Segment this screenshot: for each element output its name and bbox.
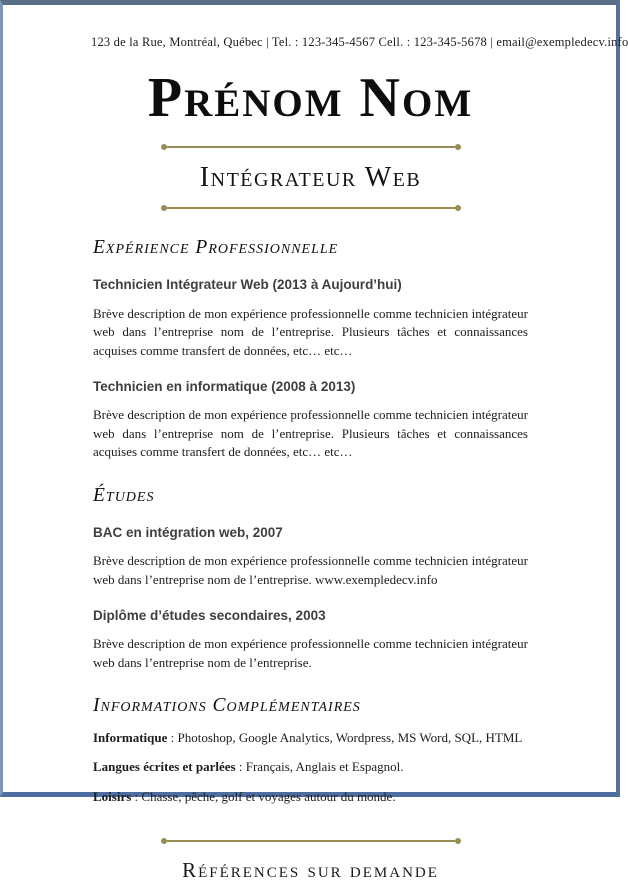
info-line-languages [93,759,528,776]
resume-content [3,5,628,883]
divider-rule [167,840,455,842]
divider-dot-right [455,838,461,844]
experience-entry-description: Brève description de mon expérience professionnelle comme technicien intégrateur web dans l’entreprise nom de l’entreprise. Plusieurs tâches et connaissances acquises comme transfert de données, etc… etc… [93,407,528,460]
contact-line: 123 de la Rue, Montréal, Québec | Tel. : 123-345-4567 Cell. : 123-345-5678 | email@exempledecv.info [91,35,628,49]
divider-dot-right [455,205,461,211]
section-heading-additional-info: Informations Complémentaires [93,695,361,717]
info-value: Français, Anglais et Espagnol. [245,759,404,775]
info-line-computer-skills [93,730,528,747]
experience-entry-title: Technicien Intégrateur Web (2013 à Aujourd’hui) [93,277,402,293]
gold-divider-subtitle [161,204,461,211]
education-entry-description: Brève description de mon expérience professionnelle comme technicien intégrateur web dans l’entreprise nom de l’entreprise. [93,636,528,670]
education-entry-title: BAC en intégration web, 2007 [93,524,283,540]
info-separator: : [131,789,142,805]
info-separator: : [235,759,246,775]
divider-rule [167,146,455,148]
info-line-hobbies [93,789,528,806]
experience-entry-description: Brève description de mon expérience professionnelle comme technicien intégrateur web dans l’entreprise nom de l’entreprise. Plusieurs tâches et connaissances acquises comme transfert de données, etc… etc… [93,305,528,358]
candidate-job-title: Intégrateur Web [199,162,422,193]
candidate-name: Prénom Nom [147,67,474,129]
experience-entry-title: Technicien en informatique (2008 à 2013) [93,378,356,394]
section-heading-education: Études [93,484,155,506]
section-heading-experience: Expérience Professionnelle [93,237,339,258]
divider-dot-right [455,144,461,150]
info-label: Informatique [93,729,168,745]
info-label: Loisirs [93,789,132,805]
gold-divider-footer [161,837,461,844]
info-value: Chasse, pêche, golf et voyages autour du monde. [141,789,396,805]
education-entry-description: Brève description de mon expérience professionnelle comme technicien intégrateur web dans l’entreprise nom de l’entreprise. www.exempledecv.info [93,553,528,587]
education-entry-title: Diplôme d’études secondaires, 2003 [93,608,326,624]
divider-rule [167,207,455,209]
info-value: Photoshop, Google Analytics, Wordpress, MS Word, SQL, HTML [177,729,523,745]
references-note: Références sur demande [182,858,439,883]
info-separator: : [167,729,178,745]
gold-divider-top [161,143,461,150]
info-label: Langues écrites et parlées [93,759,236,775]
